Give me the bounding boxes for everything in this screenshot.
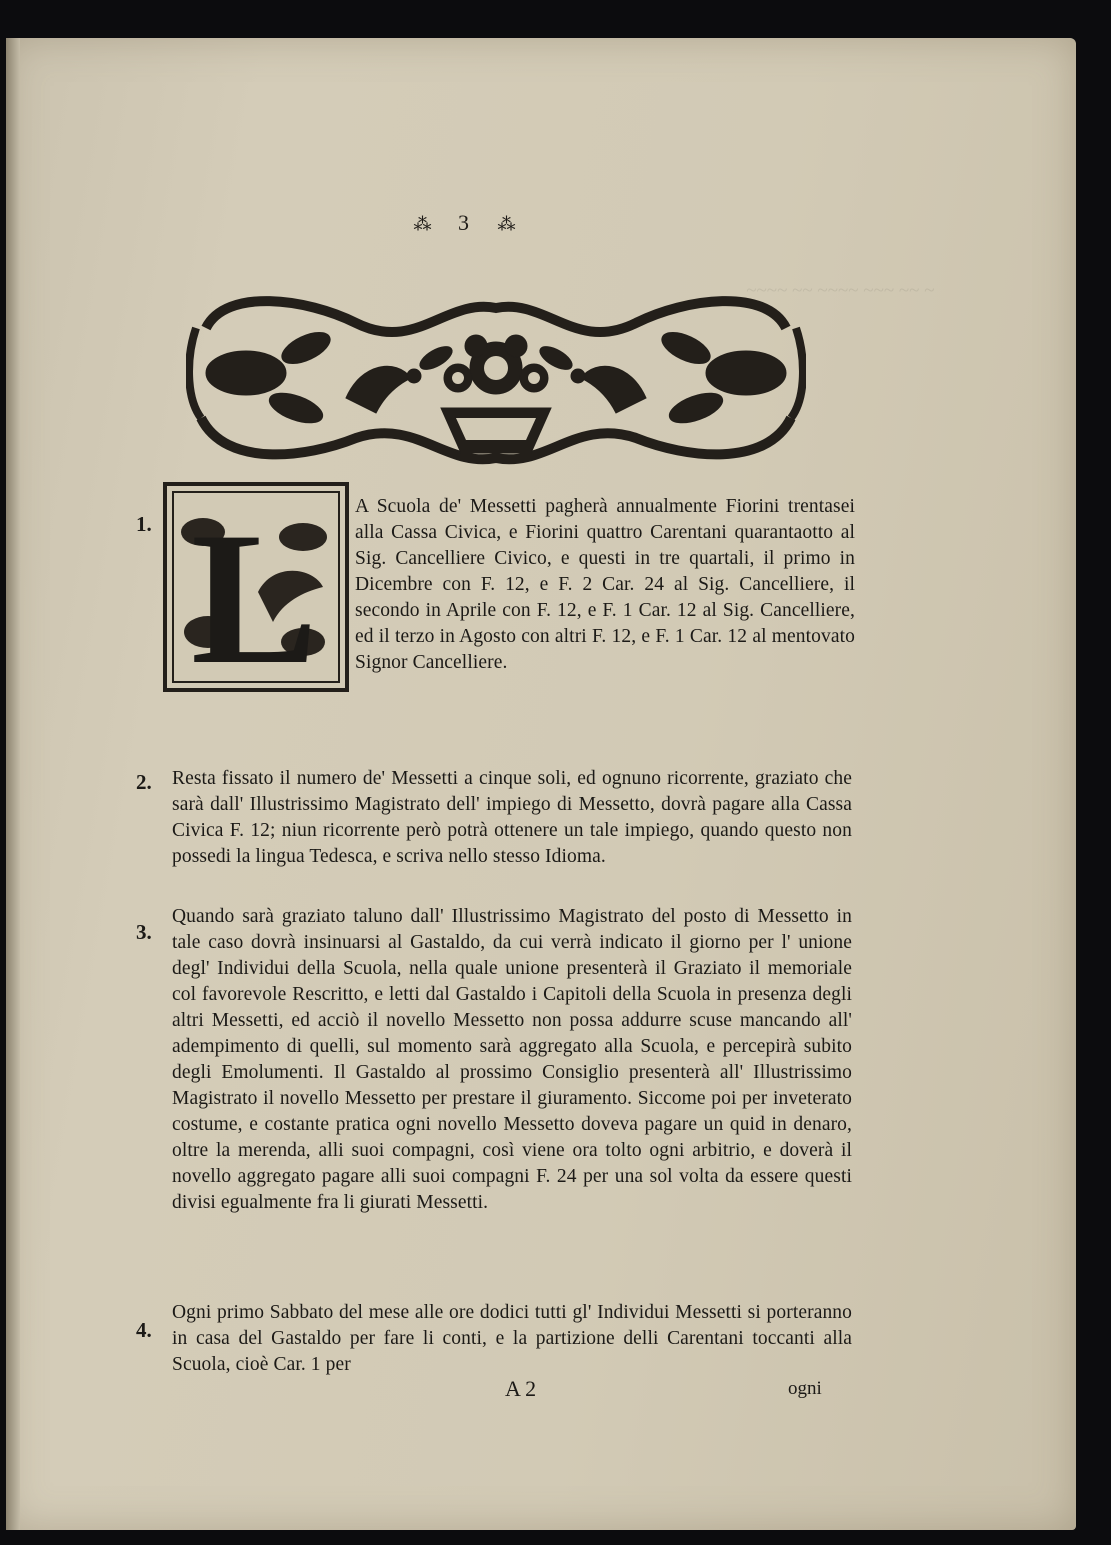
paragraph-2 bbox=[172, 766, 852, 870]
paragraph-4 bbox=[172, 1300, 852, 1378]
paragraph-number: 2. bbox=[136, 770, 152, 794]
catchword: ogni bbox=[788, 1378, 822, 1399]
paragraph-3 bbox=[172, 904, 852, 1216]
paragraph-number: 3. bbox=[136, 920, 152, 944]
paragraph-text: Resta fissato il numero de' Messetti a cinque soli, ed ognuno ricorrente, graziato che sarà dall' Illustrissimo Magistrato dell' impiego di Messetto, dovrà pagare alla Cassa Civica F. 12; niun ricorrente però potrà ottenere un tale impiego, quando questo non possedi la lingua Tedesca, e scriva nello stesso Idioma. bbox=[172, 768, 852, 867]
paragraph-text: A Scuola de' Messetti pagherà annualmente Fiorini trentasei alla Cassa Civica, e Fiorini quattro Carentani quarantaotto al Sig. Cancelliere Civico, e questi in tre quartali, il primo in Dicembre con F. 12, e F. 2 Car. 24 al Sig. Cancelliere, il secondo in Aprile con F. 12, e F. 1 Car. 12 al Sig. Cancelliere, ed il terzo in Agosto con altri F. 12, e F. 1 Car. 12 al mentovato Signor Cancelliere. bbox=[355, 496, 855, 673]
page-number: 3 bbox=[458, 210, 472, 235]
initial-letter: L bbox=[191, 494, 318, 692]
decorated-initial bbox=[163, 482, 349, 692]
paragraph-number: 4. bbox=[136, 1318, 152, 1342]
paragraph-text: Quando sarà graziato taluno dall' Illustrissimo Magistrato del posto di Messetto in tale caso dovrà insinuarsi al Gastaldo, da cui verrà indicato il giorno per l' unione degl' Individui della Scuola, nella quale unione presenterà il Graziato il memoriale col favorevole Rescritto, e letti dal Gastaldo i Capitoli della Scuola in presenza degli altri Messetti, ed acciò il novello Messetto non possa addurre scuse mancando all' adempimento di quelli, sul momento sarà aggregato alla Scuola, e percepirà subito degli Emolumenti. Il Gastaldo al prossimo Consiglio presenterà all' Illustrissimo Magistrato il novello Messetto per prestare il giuramento. Siccome poi per inveterato costume, e costante pratica ogni novello Messetto doveva pagare un quid in denaro, oltre la merenda, alli suoi compagni, così viene ora tolto ogni arbitrio, e doverà il novello aggregato pagare alli suoi compagni F. 24 per una sol volta da essere questi divisi egualmente fra li giurati Messetti. bbox=[172, 906, 852, 1213]
headpiece-ornament bbox=[186, 268, 806, 482]
paragraph-1 bbox=[355, 494, 855, 676]
show-through-text: ~~~~ ~~ ~~~~ ~~~ ~~ ~ bbox=[746, 280, 935, 301]
signature-mark: A 2 bbox=[505, 1376, 537, 1401]
paragraph-number: 1. bbox=[136, 512, 152, 536]
ornament-left-icon: ⁂ bbox=[413, 214, 433, 234]
ornament-right-icon: ⁂ bbox=[497, 214, 517, 234]
paragraph-text: Ogni primo Sabbato del mese alle ore dodici tutti gl' Individui Messetti si porteranno in casa del Gastaldo per fare li conti, e la partizione delli Carentani toccanti alla Scuola, cioè Car. 1 per bbox=[172, 1302, 852, 1375]
page-edge bbox=[6, 38, 20, 1530]
running-head bbox=[340, 210, 590, 236]
